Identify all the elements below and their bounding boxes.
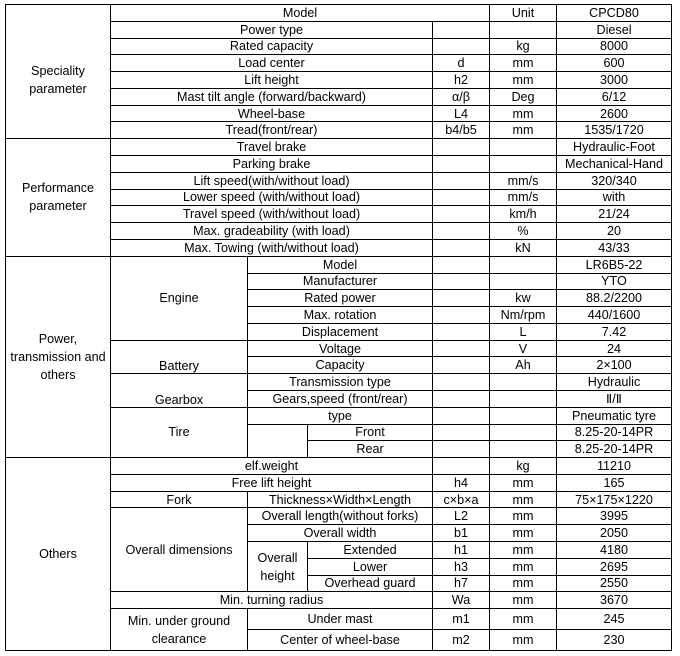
row-unit: mm	[490, 525, 557, 542]
row-label: Travel brake	[111, 139, 433, 156]
row-label: Overall length(without forks)	[248, 508, 433, 525]
row-label: Voltage	[248, 340, 433, 357]
row-value: LR6B5-22	[557, 256, 672, 273]
header-model-value: CPCD80	[557, 5, 672, 22]
row-value: 24	[557, 340, 672, 357]
row-label: Lower	[308, 558, 433, 575]
row-value: 7.42	[557, 323, 672, 340]
row-symbol: d	[433, 55, 490, 72]
header-model-label: Model	[111, 5, 490, 22]
row-symbol	[433, 206, 490, 223]
section-others: Others	[6, 458, 111, 651]
section-speciality: Speciality parameter	[6, 21, 111, 138]
row-label: Thickness×Width×Length	[248, 491, 433, 508]
group-dimensions: Overall dimensions	[111, 508, 248, 592]
row-value: 4180	[557, 542, 672, 559]
row-unit	[490, 139, 557, 156]
row-value: Pneumatic tyre	[557, 407, 672, 424]
row-label: Front	[308, 424, 433, 441]
row-value: Ⅱ/Ⅱ	[557, 390, 672, 407]
row-symbol	[433, 239, 490, 256]
row-symbol: Wa	[433, 592, 490, 609]
row-label: Max. rotation	[248, 307, 433, 324]
row-label: Manufacturer	[248, 273, 433, 290]
row-symbol: h2	[433, 72, 490, 89]
row-value: Hydraulic	[557, 374, 672, 391]
tire-spacer-cell	[248, 424, 308, 441]
row-unit: Deg	[490, 88, 557, 105]
row-unit: mm	[490, 122, 557, 139]
row-unit: %	[490, 223, 557, 240]
corner-cell	[6, 5, 111, 22]
row-symbol	[433, 156, 490, 173]
row-label: Wheel-base	[111, 105, 433, 122]
group-battery: Battery	[111, 340, 248, 374]
group-engine: Engine	[111, 256, 248, 340]
row-symbol	[433, 21, 490, 38]
row-unit: mm/s	[490, 189, 557, 206]
row-value: 1535/1720	[557, 122, 672, 139]
row-label: Parking brake	[111, 156, 433, 173]
row-value: 6/12	[557, 88, 672, 105]
row-value: YTO	[557, 273, 672, 290]
row-label: Travel speed (with/without load)	[111, 206, 433, 223]
group-fork: Fork	[111, 491, 248, 508]
row-symbol: h3	[433, 558, 490, 575]
row-value: 165	[557, 474, 672, 491]
row-label: Overall width	[248, 525, 433, 542]
row-label: Min. turning radius	[111, 592, 433, 609]
row-symbol	[433, 407, 490, 424]
row-value: 320/340	[557, 172, 672, 189]
row-unit: mm	[490, 491, 557, 508]
row-symbol	[433, 223, 490, 240]
row-unit	[490, 256, 557, 273]
row-unit: L	[490, 323, 557, 340]
row-unit: Ah	[490, 357, 557, 374]
row-value: Hydraulic-Foot	[557, 139, 672, 156]
row-unit: mm/s	[490, 172, 557, 189]
row-unit: mm	[490, 558, 557, 575]
row-label: Displacement	[248, 323, 433, 340]
group-gearbox: Gearbox	[111, 374, 248, 408]
row-value: 2050	[557, 525, 672, 542]
group-clearance: Min. under ground clearance	[111, 609, 248, 651]
row-symbol: c×b×a	[433, 491, 490, 508]
row-value: 20	[557, 223, 672, 240]
row-label: Center of wheel-base	[248, 629, 433, 650]
row-label: Max. gradeability (with load)	[111, 223, 433, 240]
row-symbol	[433, 189, 490, 206]
row-symbol	[433, 323, 490, 340]
row-value: 440/1600	[557, 307, 672, 324]
spec-table	[5, 4, 672, 651]
row-unit: mm	[490, 508, 557, 525]
row-symbol	[433, 256, 490, 273]
row-symbol	[433, 424, 490, 441]
row-symbol	[433, 172, 490, 189]
group-tire: Tire	[111, 407, 248, 457]
row-unit: kg	[490, 458, 557, 475]
row-unit: V	[490, 340, 557, 357]
row-label: Lift speed(with/without load)	[111, 172, 433, 189]
row-label: Lift height	[111, 72, 433, 89]
row-label: elf.weight	[111, 458, 433, 475]
table-row	[6, 139, 672, 156]
row-label: Capacity	[248, 357, 433, 374]
row-symbol: b1	[433, 525, 490, 542]
section-performance: Performance parameter	[6, 139, 111, 256]
row-label: Tread(front/rear)	[111, 122, 433, 139]
row-unit	[490, 407, 557, 424]
row-unit	[490, 441, 557, 458]
row-value: 230	[557, 629, 672, 650]
row-symbol: L4	[433, 105, 490, 122]
row-value: 11210	[557, 458, 672, 475]
row-symbol: α/β	[433, 88, 490, 105]
header-unit-label: Unit	[490, 5, 557, 22]
tire-spacer-cell	[248, 441, 308, 458]
row-value: 8.25-20-14PR	[557, 441, 672, 458]
row-value: 8.25-20-14PR	[557, 424, 672, 441]
row-symbol: L2	[433, 508, 490, 525]
row-label: Model	[248, 256, 433, 273]
row-label: Extended	[308, 542, 433, 559]
row-symbol	[433, 340, 490, 357]
row-unit	[490, 21, 557, 38]
row-symbol: h4	[433, 474, 490, 491]
row-symbol: h7	[433, 575, 490, 592]
row-value: Diesel	[557, 21, 672, 38]
row-unit: kw	[490, 290, 557, 307]
header-row	[6, 5, 672, 22]
row-unit: mm	[490, 542, 557, 559]
row-unit: mm	[490, 629, 557, 650]
row-label: Free lift height	[111, 474, 433, 491]
row-symbol	[433, 139, 490, 156]
row-unit: mm	[490, 575, 557, 592]
row-label: Overhead guard	[308, 575, 433, 592]
row-unit: mm	[490, 72, 557, 89]
row-value: 88.2/2200	[557, 290, 672, 307]
row-symbol: m2	[433, 629, 490, 650]
row-value: 2×100	[557, 357, 672, 374]
row-value: 75×175×1220	[557, 491, 672, 508]
group-overall-height: Overall height	[248, 542, 308, 592]
table-row	[6, 256, 672, 273]
row-value: 600	[557, 55, 672, 72]
row-unit: mm	[490, 474, 557, 491]
row-unit: mm	[490, 55, 557, 72]
row-unit	[490, 156, 557, 173]
row-unit: mm	[490, 609, 557, 630]
row-label: type	[248, 407, 433, 424]
row-value: 3670	[557, 592, 672, 609]
row-label: Max. Towing (with/without load)	[111, 239, 433, 256]
row-symbol	[433, 441, 490, 458]
row-label: Rated power	[248, 290, 433, 307]
row-symbol	[433, 374, 490, 391]
row-label: Lower speed (with/without load)	[111, 189, 433, 206]
row-label: Gears,speed (front/rear)	[248, 390, 433, 407]
row-symbol: m1	[433, 609, 490, 630]
row-value: 2550	[557, 575, 672, 592]
row-label: Power type	[111, 21, 433, 38]
row-symbol	[433, 458, 490, 475]
row-value: with	[557, 189, 672, 206]
row-symbol	[433, 290, 490, 307]
table-row	[6, 21, 672, 38]
row-value: 43/33	[557, 239, 672, 256]
row-label: Transmission type	[248, 374, 433, 391]
row-unit	[490, 273, 557, 290]
row-symbol: b4/b5	[433, 122, 490, 139]
row-unit: kN	[490, 239, 557, 256]
row-value: Mechanical-Hand	[557, 156, 672, 173]
row-symbol	[433, 357, 490, 374]
row-label: Under mast	[248, 609, 433, 630]
row-unit	[490, 374, 557, 391]
row-unit	[490, 424, 557, 441]
row-symbol: h1	[433, 542, 490, 559]
table-row	[6, 458, 672, 475]
row-unit: mm	[490, 105, 557, 122]
row-symbol	[433, 38, 490, 55]
row-value: 2695	[557, 558, 672, 575]
row-value: 3995	[557, 508, 672, 525]
row-value: 2600	[557, 105, 672, 122]
row-value: 21/24	[557, 206, 672, 223]
row-unit: km/h	[490, 206, 557, 223]
row-unit: kg	[490, 38, 557, 55]
row-symbol	[433, 307, 490, 324]
row-value: 3000	[557, 72, 672, 89]
row-value: 245	[557, 609, 672, 630]
row-symbol	[433, 390, 490, 407]
section-power: Power, transmission and others	[6, 256, 111, 457]
row-label: Rated capacity	[111, 38, 433, 55]
row-label: Rear	[308, 441, 433, 458]
row-value: 8000	[557, 38, 672, 55]
row-symbol	[433, 273, 490, 290]
row-unit: mm	[490, 592, 557, 609]
row-label: Mast tilt angle (forward/backward)	[111, 88, 433, 105]
row-unit	[490, 390, 557, 407]
row-label: Load center	[111, 55, 433, 72]
row-unit: Nm/rpm	[490, 307, 557, 324]
